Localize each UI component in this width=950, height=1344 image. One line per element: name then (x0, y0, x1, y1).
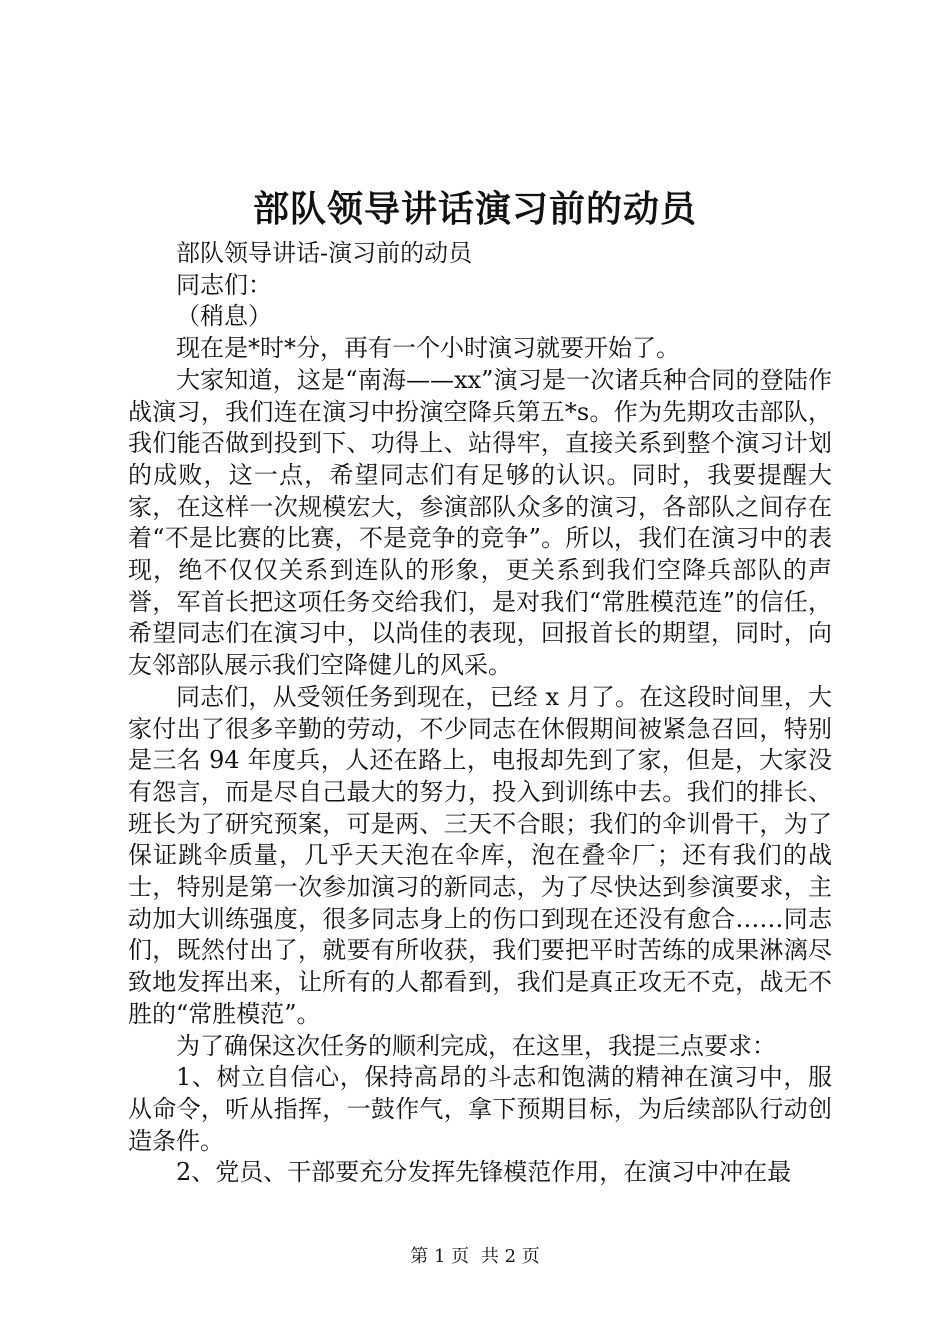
paragraph-salutation: 同志们： (176, 270, 272, 299)
paragraph-at-ease: （稍息） (176, 302, 272, 331)
document-title: 部队领导讲话演习前的动员 (252, 188, 697, 230)
paragraph-time: 现在是*时*分，再有一个小时演习就要开始了。 (176, 334, 680, 363)
paragraph-training-effort: 同志们，从受领任务到现在，已经 x 月了。在这段时间里，大家付出了很多辛勤的劳动，不少同志在休假期间被紧急召回，特别是三名 94 年度兵，人还在路上，电报却先到了家，但是，大家没有怨言，而是尽自己最大的努力，投入到训练中去。我们的排长、班长为了研究预案，可是两、三天不合眼；我们的伞训骨干，为了保证跳伞质量，几乎天天泡在伞库，泡在叠伞厂；还有我们的战士，特别是第一次参加演习的新同志，为了尽快达到参演要求，主动加大训练强度，很多同志身上的伤口到现在还没有愈合……同志们，既然付出了，就要有所收获，我们要把平时苦练的成果淋漓尽致地发挥出来，让所有的人都看到，我们是真正攻无不克，战无不胜的“常胜模范”。 (128, 682, 832, 1028)
paragraph-requirement-1: 1、树立自信心，保持高昂的斗志和饱满的精神在演习中，服从命令，听从指挥，一鼓作气，拿下预期目标，为后续部队行动创造条件。 (128, 1063, 832, 1155)
paragraph-requirement-2: 2、党员、干部要充分发挥先锋模范作用，在演习中冲在最 (176, 1158, 792, 1187)
paragraph-exercise-intro: 大家知道，这是“南海——xx”演习是一次诸兵种合同的登陆作战演习，我们连在演习中扮演空降兵第五*s。作为先期攻击部队，我们能否做到投到下、功得上、站得牢，直接关系到整个演习计划的成败，这一点，希望同志们有足够的认识。同时，我要提醒大家，在这样一次规模宏大，参演部队众多的演习，各部队之间存在着“不是比赛的比赛，不是竞争的竞争”。所以，我们在演习中的表现，绝不仅仅关系到连队的形象，更关系到我们空降兵部队的声誉，军首长把这项任务交给我们，是对我们“常胜模范连”的信任，希望同志们在演习中，以尚佳的表现，回报首长的期望，同时，向友邻部队展示我们空降健儿的风采。 (128, 365, 832, 680)
page-total: 共 2 页 (480, 1246, 540, 1267)
paragraph-requirements-intro: 为了确保这次任务的顺利完成，在这里，我提三点要求： (176, 1031, 776, 1060)
page-number: 第 1 页 (410, 1246, 470, 1267)
page-footer (0, 1245, 950, 1269)
document-body (128, 238, 832, 1189)
paragraph-subtitle: 部队领导讲话-演习前的动员 (176, 239, 473, 267)
